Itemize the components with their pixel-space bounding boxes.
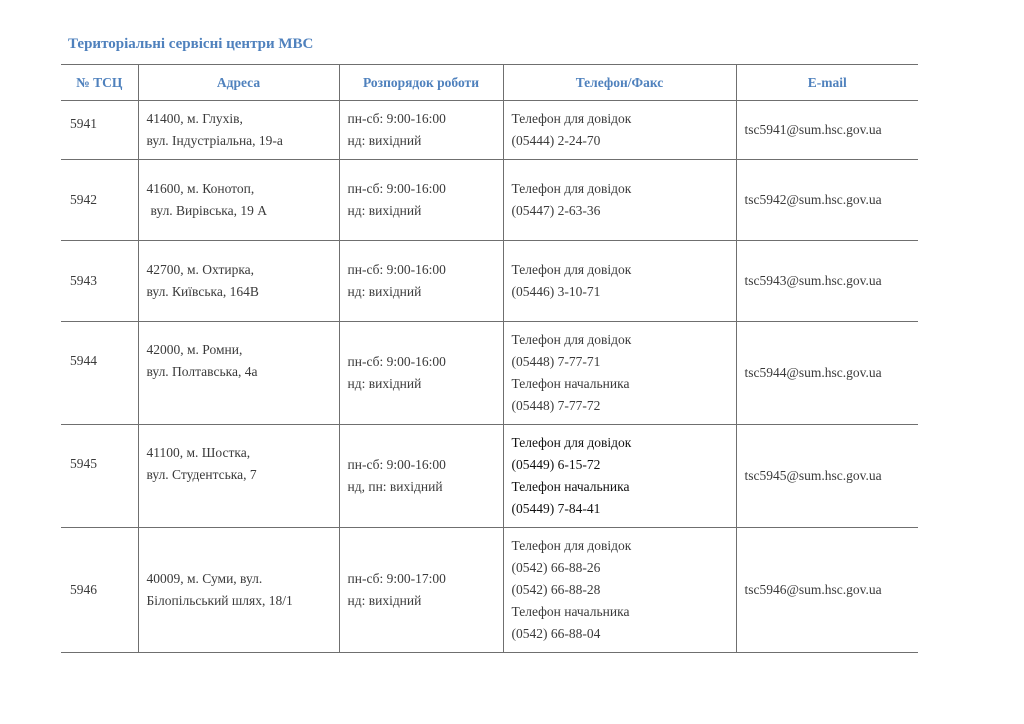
schedule-line: пн-сб: 9:00-17:00 — [347, 571, 446, 586]
page-title: Територіальні сервісні центри МВС — [68, 36, 314, 52]
phone-line: Телефон начальника — [511, 604, 630, 619]
phone-cell — [503, 528, 736, 653]
tsc-number: 5941 — [70, 116, 97, 131]
column-header-address: Адреса — [138, 65, 339, 101]
tsc-number-cell — [61, 528, 138, 653]
email-cell — [736, 528, 918, 653]
phone-line: (05447) 2-63-36 — [511, 203, 601, 218]
phone-line: Телефон для довідок — [511, 111, 632, 126]
schedule-cell — [339, 160, 503, 241]
schedule-cell — [339, 241, 503, 322]
schedule-cell — [339, 101, 503, 160]
address-cell — [138, 241, 339, 322]
schedule-line: пн-сб: 9:00-16:00 — [347, 262, 446, 277]
table-header-row — [61, 65, 918, 101]
phone-line: (05448) 7-77-72 — [511, 398, 601, 413]
column-header-schedule: Розпорядок роботи — [339, 65, 503, 101]
email-cell — [736, 101, 918, 160]
email-cell — [736, 322, 918, 425]
phone-line: (05444) 2-24-70 — [511, 133, 601, 148]
address-cell — [138, 101, 339, 160]
tsc-number-cell — [61, 160, 138, 241]
address-line: 41400, м. Глухів, — [146, 111, 243, 126]
phone-line: (05449) 7-84-41 — [511, 501, 601, 516]
tsc-number: 5946 — [70, 582, 97, 597]
schedule-line: пн-сб: 9:00-16:00 — [347, 181, 446, 196]
address-line: 40009, м. Суми, вул. — [146, 571, 263, 586]
phone-line: (0542) 66-88-26 — [511, 560, 601, 575]
phone-line: Телефон для довідок — [511, 262, 632, 277]
schedule-line: нд, пн: вихідний — [347, 479, 443, 494]
tsc-number-cell — [61, 241, 138, 322]
address-line: Білопільський шлях, 18/1 — [146, 593, 293, 608]
schedule-line: нд: вихідний — [347, 133, 422, 148]
phone-line: Телефон начальника — [511, 479, 630, 494]
tsc-number-cell — [61, 101, 138, 160]
phone-cell — [503, 241, 736, 322]
table-row — [61, 425, 918, 528]
email-cell — [736, 160, 918, 241]
phone-cell — [503, 160, 736, 241]
schedule-line: пн-сб: 9:00-16:00 — [347, 354, 446, 369]
tsc-number-cell — [61, 322, 138, 425]
schedule-cell — [339, 528, 503, 653]
phone-line: (0542) 66-88-04 — [511, 626, 601, 641]
schedule-cell — [339, 425, 503, 528]
email-link[interactable]: tsc5946@sum.hsc.gov.ua — [744, 582, 882, 597]
email-cell — [736, 425, 918, 528]
phone-line: Телефон для довідок — [511, 181, 632, 196]
address-line: вул. Київська, 164В — [146, 284, 259, 299]
table-row — [61, 101, 918, 160]
address-line: 42000, м. Ромни, — [146, 342, 243, 357]
phone-line: (0542) 66-88-28 — [511, 582, 601, 597]
address-cell — [138, 322, 339, 425]
phone-cell — [503, 101, 736, 160]
column-header-phone: Телефон/Факс — [503, 65, 736, 101]
address-cell — [138, 528, 339, 653]
phone-line: Телефон для довідок — [511, 538, 632, 553]
phone-line: (05449) 6-15-72 — [511, 457, 601, 472]
address-line: вул. Студентська, 7 — [146, 467, 257, 482]
table-row — [61, 160, 918, 241]
address-cell — [138, 425, 339, 528]
email-link[interactable]: tsc5941@sum.hsc.gov.ua — [744, 122, 882, 137]
tsc-number: 5945 — [70, 456, 97, 471]
email-link[interactable]: tsc5945@sum.hsc.gov.ua — [744, 468, 882, 483]
schedule-line: нд: вихідний — [347, 376, 422, 391]
address-line: вул. Вирівська, 19 А — [150, 203, 267, 218]
phone-line: Телефон для довідок — [511, 435, 632, 450]
phone-line: Телефон для довідок — [511, 332, 632, 347]
service-centers-table — [61, 64, 918, 653]
address-line: 41100, м. Шостка, — [146, 445, 251, 460]
email-link[interactable]: tsc5943@sum.hsc.gov.ua — [744, 273, 882, 288]
phone-line: (05446) 3-10-71 — [511, 284, 601, 299]
table-row — [61, 241, 918, 322]
phone-cell — [503, 322, 736, 425]
column-header-email: E-mail — [736, 65, 918, 101]
tsc-number: 5942 — [70, 192, 97, 207]
schedule-line: нд: вихідний — [347, 284, 422, 299]
schedule-cell — [339, 322, 503, 425]
email-link[interactable]: tsc5944@sum.hsc.gov.ua — [744, 365, 882, 380]
address-line: 41600, м. Конотоп, — [146, 181, 255, 196]
schedule-line: пн-сб: 9:00-16:00 — [347, 111, 446, 126]
schedule-line: нд: вихідний — [347, 203, 422, 218]
address-line: вул. Полтавська, 4а — [146, 364, 258, 379]
address-line: 42700, м. Охтирка, — [146, 262, 255, 277]
tsc-number-cell — [61, 425, 138, 528]
schedule-line: нд: вихідний — [347, 593, 422, 608]
address-cell — [138, 160, 339, 241]
phone-line: (05448) 7-77-71 — [511, 354, 601, 369]
column-header-number: № ТСЦ — [61, 65, 138, 101]
table-row — [61, 528, 918, 653]
tsc-number: 5943 — [70, 273, 97, 288]
tsc-number: 5944 — [70, 353, 97, 368]
phone-cell — [503, 425, 736, 528]
schedule-line: пн-сб: 9:00-16:00 — [347, 457, 446, 472]
phone-line: Телефон начальника — [511, 376, 630, 391]
address-line: вул. Індустріальна, 19-а — [146, 133, 283, 148]
table-row — [61, 322, 918, 425]
email-link[interactable]: tsc5942@sum.hsc.gov.ua — [744, 192, 882, 207]
email-cell — [736, 241, 918, 322]
